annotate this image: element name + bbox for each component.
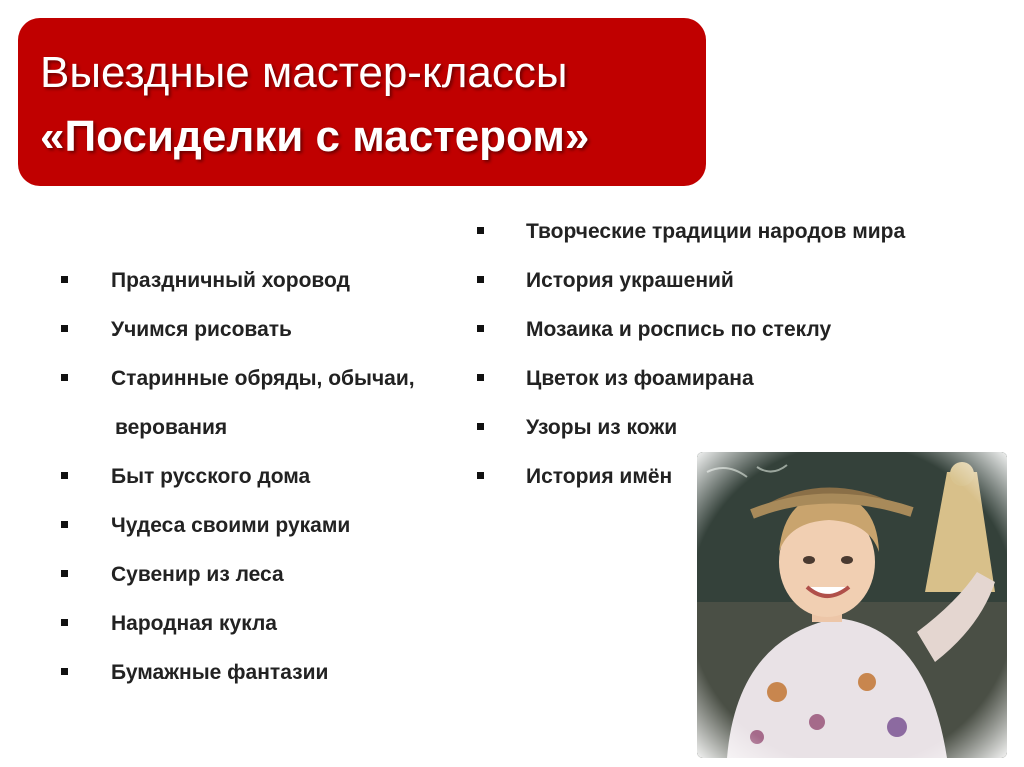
list-item: Учимся рисовать <box>111 318 292 341</box>
list-item: Цветок из фоамирана <box>526 367 754 390</box>
list-item: История украшений <box>526 269 734 292</box>
bullet-icon <box>477 325 484 332</box>
list-item: Быт русского дома <box>111 465 311 488</box>
list-item: История имён <box>526 465 673 488</box>
bullet-icon <box>61 619 68 626</box>
bullet-icon <box>61 374 68 381</box>
title-line-2: «Посиделки с мастером» <box>40 112 590 161</box>
bullet-icon <box>477 423 484 430</box>
bullet-icon <box>61 570 68 577</box>
bullet-icon <box>477 227 484 234</box>
bullet-icon <box>61 276 68 283</box>
list-item: Чудеса своими руками <box>111 514 351 537</box>
bullet-icon <box>477 276 484 283</box>
bullet-icon <box>61 521 68 528</box>
list-item: Сувенир из леса <box>111 563 284 586</box>
list-item-continuation: верования <box>115 416 228 439</box>
bullet-icon <box>61 472 68 479</box>
title-banner <box>18 18 706 186</box>
list-item: Праздничный хоровод <box>111 269 350 292</box>
bullet-icon <box>477 472 484 479</box>
list-item: Бумажные фантазии <box>111 661 329 684</box>
girl-with-straw-doll-photo <box>697 452 1007 758</box>
list-item: Старинные обряды, обычаи, <box>111 367 415 390</box>
title-line-1: Выездные мастер-классы <box>40 48 568 97</box>
list-item: Народная кукла <box>111 612 277 635</box>
bullet-icon <box>477 374 484 381</box>
list-item: Мозаика и роспись по стеклу <box>526 318 832 341</box>
bullet-icon <box>61 325 68 332</box>
list-item: Творческие традиции народов мира <box>526 220 906 243</box>
bullet-icon <box>61 668 68 675</box>
list-item: Узоры из кожи <box>526 416 678 439</box>
